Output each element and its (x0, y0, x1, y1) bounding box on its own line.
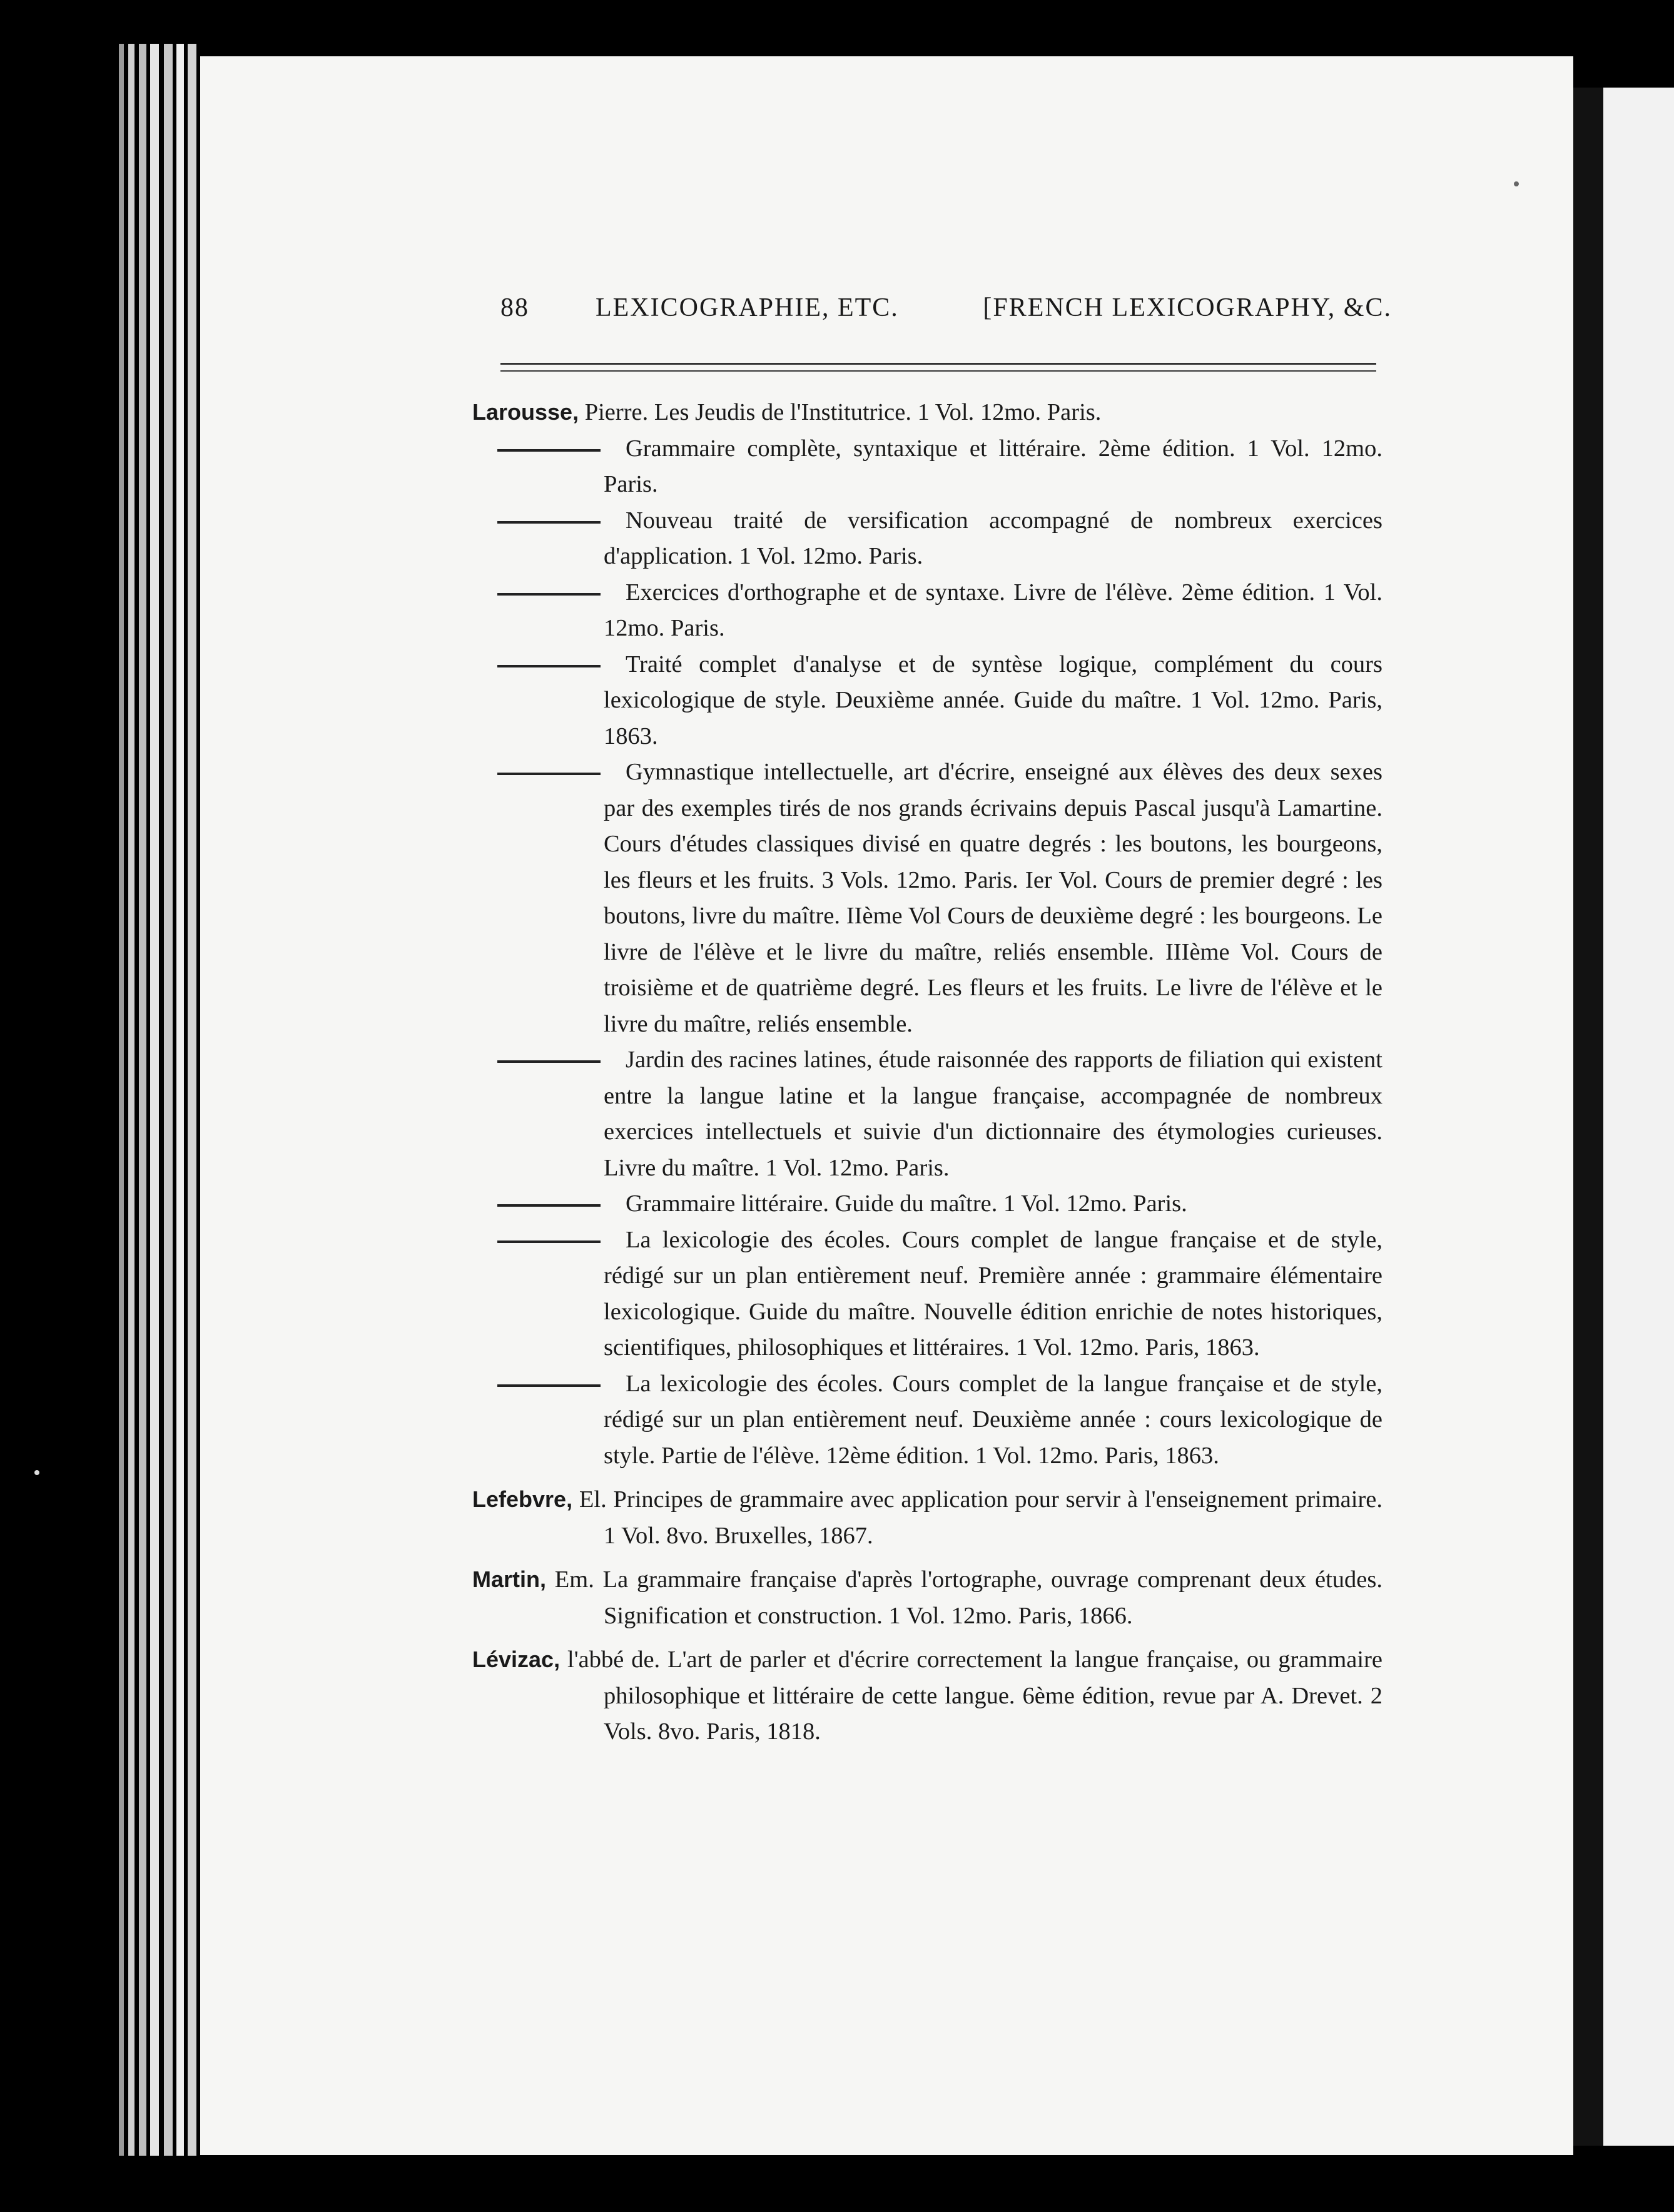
page-edge (176, 44, 184, 2156)
entry-text: Jardin des racines latines, étude raisonnée des rapports de filiation qui existent entre la langue latine et la langue française, accompagnée de nombreux exercices intellectuels et suivie d'un dictionnaire des étymologies curieuses. Livre du maître. 1 Vol. 12mo. Paris. (604, 1047, 1382, 1181)
entry-author: Martin, (472, 1566, 547, 1592)
ditto-dash (497, 1384, 601, 1387)
bibliography-entry (497, 647, 1382, 755)
page-edge (128, 44, 134, 2156)
entry-text: l'abbé de. L'art de parler et d'écrire correctement la langue française, ou grammaire philosophique et littéraire de cette langue. 6ème édition, revue par A. Drevet. 2 Vols. 8vo. Paris, 1818. (560, 1646, 1382, 1745)
entry-text: Nouveau traité de versification accompagné de nombreux exercices d'application. 1 Vol. 12mo. Paris. (604, 507, 1382, 569)
bibliography-entry (497, 1042, 1382, 1186)
running-head (500, 293, 1392, 330)
ditto-dash (497, 1240, 601, 1243)
bibliography-entry (472, 1561, 1382, 1634)
bibliography-entry (472, 394, 1382, 431)
facing-page-edge (1603, 88, 1674, 2146)
entry-text: Pierre. Les Jeudis de l'Institutrice. 1 Vol. 12mo. Paris. (579, 399, 1102, 425)
running-head-left: LEXICOGRAPHIE, ETC. (596, 293, 899, 322)
ditto-dash (497, 593, 601, 596)
bibliography-entry (497, 575, 1382, 647)
header-rule (500, 370, 1376, 372)
bibliography-entry (472, 1481, 1382, 1554)
running-head-right: [FRENCH LEXICOGRAPHY, &C. (983, 293, 1392, 322)
scan-speck (1514, 181, 1519, 186)
entry-author: Lévizac, (472, 1646, 561, 1672)
bibliography-entry (497, 503, 1382, 575)
entry-text: Traité complet d'analyse et de syntèse logique, complément du cours lexicologique de style. Deuxième année. Guide du maître. 1 Vol. 12mo. Paris, 1863. (604, 651, 1382, 749)
ditto-dash (497, 521, 601, 524)
page-edge (150, 44, 159, 2156)
page-number: 88 (500, 293, 529, 322)
entry-author: Larousse, (472, 399, 579, 425)
page-edge (119, 44, 124, 2156)
entry-text: La lexicologie des écoles. Cours complet de langue française et de style, rédigé sur un plan entièrement neuf. Première année : grammaire élémentaire lexicologique. Guide du maître. Nouvelle édition enrichie de notes historiques, scientifiques, philosophiques et littéraires. 1 Vol. 12mo. Paris, 1863. (604, 1226, 1382, 1361)
bibliography-entry (497, 754, 1382, 1042)
page-gutter-shadow (1573, 88, 1603, 2146)
ditto-dash (497, 773, 601, 775)
entry-text: La lexicologie des écoles. Cours complet de la langue française et de style, rédigé sur un plan entièrement neuf. Deuxième année : cours lexicologique de style. Partie de l'élève. 12ème édition. 1 Vol. 12mo. Paris, 1863. (604, 1370, 1382, 1469)
bibliography-list (472, 394, 1382, 1750)
ditto-dash (497, 1204, 601, 1207)
page-edge (188, 44, 196, 2156)
bibliography-entry (497, 1366, 1382, 1474)
ditto-dash (497, 1060, 601, 1063)
entry-text: Exercices d'orthographe et de syntaxe. Livre de l'élève. 2ème édition. 1 Vol. 12mo. Paris. (604, 579, 1382, 641)
scan-speck (34, 1470, 39, 1475)
bibliography-entry (497, 431, 1382, 503)
bibliography-entry (472, 1641, 1382, 1750)
page-edge (139, 44, 146, 2156)
entry-text: Em. La grammaire française d'après l'ortographe, ouvrage comprenant deux études. Signification et construction. 1 Vol. 12mo. Paris, 1866. (546, 1566, 1382, 1629)
header-rule (500, 363, 1376, 365)
entry-author: Lefebvre, (472, 1486, 573, 1512)
entry-text: Grammaire littéraire. Guide du maître. 1 Vol. 12mo. Paris. (626, 1190, 1187, 1217)
entry-text: Grammaire complète, syntaxique et littéraire. 2ème édition. 1 Vol. 12mo. Paris. (604, 435, 1382, 497)
entry-text: El. Principes de grammaire avec application pour servir à l'enseignement primaire. 1 Vol. 8vo. Bruxelles, 1867. (572, 1486, 1382, 1549)
bibliography-entry (497, 1222, 1382, 1366)
ditto-dash (497, 449, 601, 452)
ditto-dash (497, 665, 601, 667)
bibliography-entry (497, 1186, 1382, 1222)
entry-text: Gymnastique intellectuelle, art d'écrire, enseigné aux élèves des deux sexes par des exemples tirés de nos grands écrivains depuis Pascal jusqu'à Lamartine. Cours d'études classiques divisé en quatre degrés : les boutons, les bourgeons, les fleurs et les fruits. 3 Vols. 12mo. Paris. Ier Vol. Cours de premier degré : les boutons, livre du maître. IIème Vol Cours de deuxième degré : les bourgeons. Le livre de l'élève et le livre du maître, reliés ensemble. IIIème Vol. Cours de troisième et de quatrième degré. Les fleurs et les fruits. Le livre de l'élève et le livre du maître, reliés ensemble. (604, 759, 1382, 1037)
page-edge (164, 44, 173, 2156)
